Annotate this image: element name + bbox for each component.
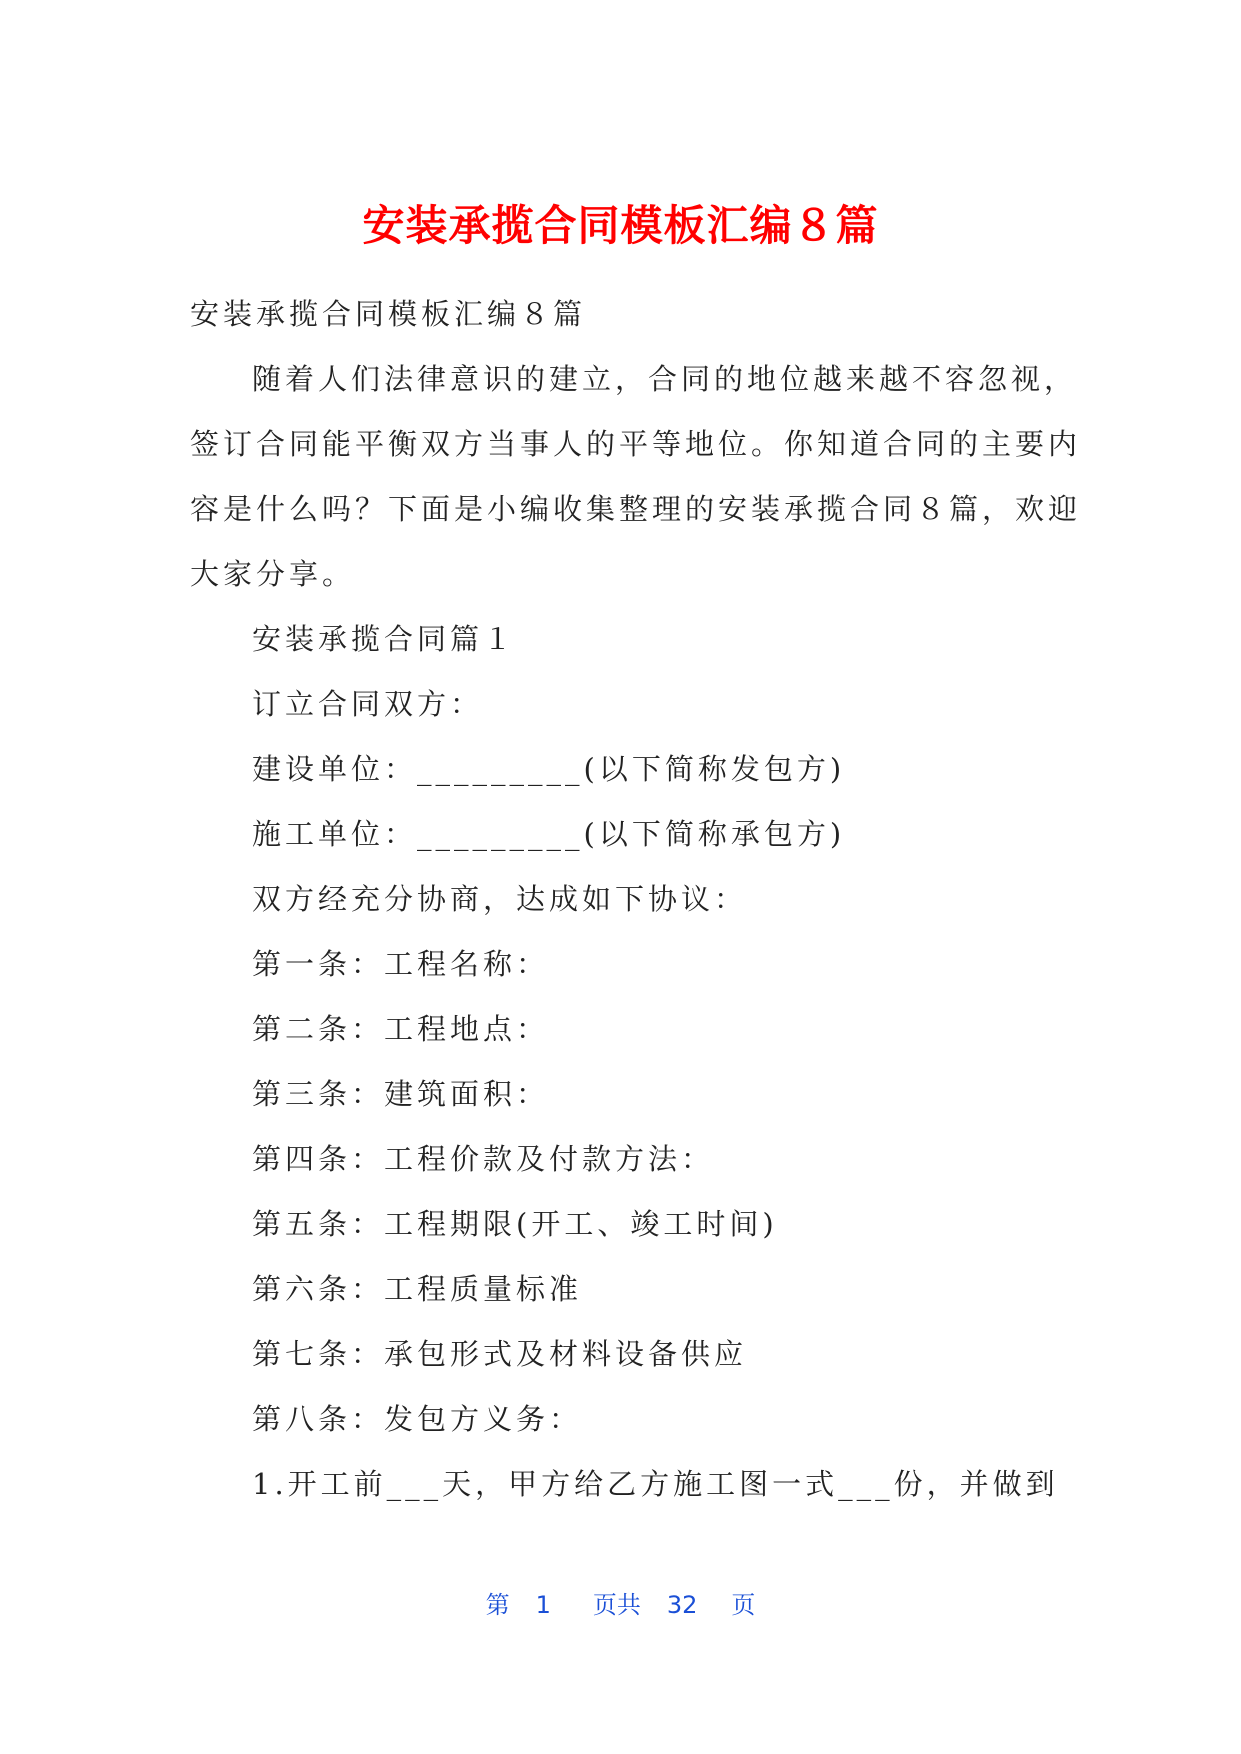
section-heading: 安装承揽合同篇１ [252, 622, 517, 656]
document-title: 安装承揽合同模板汇编８篇 [362, 201, 879, 250]
page-footer [0, 1588, 1241, 1622]
paragraph-line: 大家分享。 [190, 557, 356, 591]
clause-line: 第三条：建筑面积： [252, 1077, 550, 1111]
clause-line: 第八条：发包方义务： [252, 1402, 583, 1436]
clause-line: 第四条：工程价款及付款方法： [252, 1142, 715, 1176]
paragraph-line: 订立合同双方： [252, 687, 484, 721]
clause-line: 第五条：工程期限(开工、竣工时间) [252, 1207, 778, 1241]
clause-line: 第六条：工程质量标准 [252, 1272, 583, 1306]
paragraph-line: 1.开工前___天，甲方给乙方施工图一式___份，并做到 [252, 1467, 1059, 1501]
paragraph-line: 安装承揽合同模板汇编８篇 [190, 297, 587, 331]
paragraph-line: 签订合同能平衡双方当事人的平等地位。你知道合同的主要内 [190, 427, 1082, 461]
document-body [190, 282, 1082, 1517]
paragraph-line: 双方经充分协商，达成如下协议： [252, 882, 748, 916]
paragraph-line: 随着人们法律意识的建立，合同的地位越来越不容忽视， [252, 362, 1078, 396]
paragraph-line: 容是什么吗？下面是小编收集整理的安装承揽合同８篇，欢迎 [190, 492, 1082, 526]
paragraph-line: 建设单位：_________(以下简称发包方) [252, 752, 846, 786]
clause-line: 第二条：工程地点： [252, 1012, 550, 1046]
footer-total-pages: 32 [666, 1591, 698, 1619]
paragraph-line: 施工单位：_________(以下简称承包方) [252, 817, 846, 851]
footer-total-label: 页共 [592, 1591, 641, 1619]
clause-line: 第一条：工程名称： [252, 947, 550, 981]
footer-page-suffix: 页 [731, 1591, 756, 1619]
clause-line: 第七条：承包形式及材料设备供应 [252, 1337, 748, 1371]
footer-page-label: 第 [485, 1591, 510, 1619]
footer-current-page: 1 [535, 1591, 551, 1619]
